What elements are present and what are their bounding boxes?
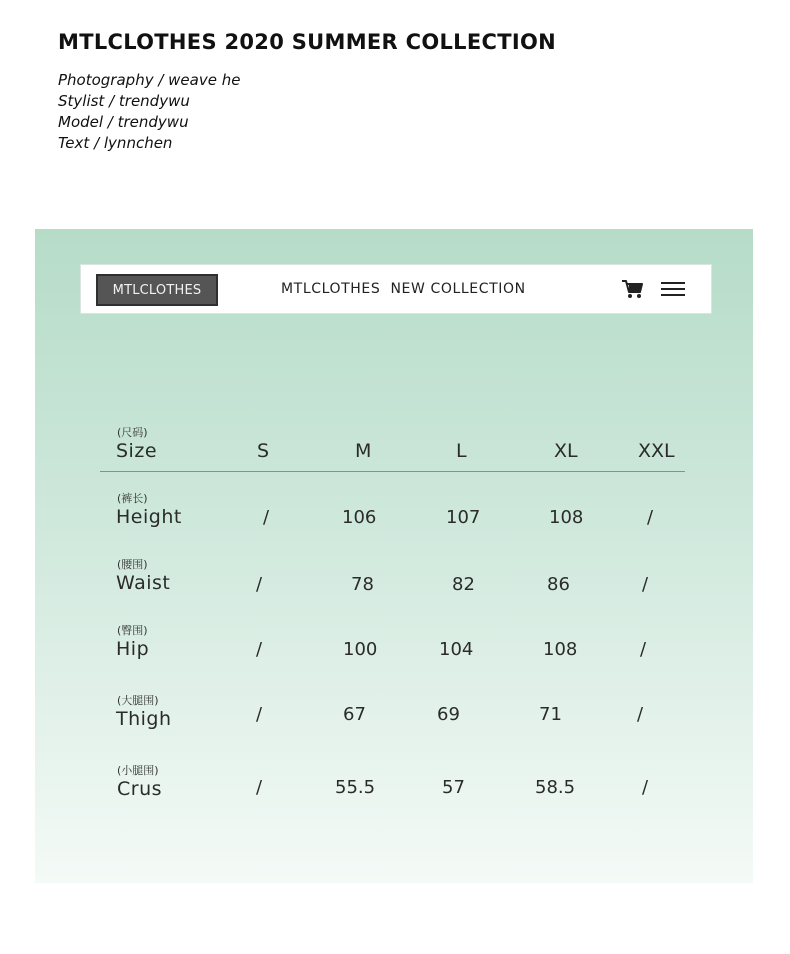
size-xxl: XXL: [638, 440, 675, 462]
size-table: [35, 229, 753, 883]
value-cell: 57: [442, 777, 465, 798]
row-label-cn: (大腿围): [117, 694, 159, 707]
value-cell: 108: [543, 639, 578, 660]
logo-text: MTLCLOTHES: [112, 282, 202, 298]
value-cell: /: [256, 574, 263, 595]
header-divider: [100, 471, 685, 472]
value-cell: /: [263, 507, 270, 528]
value-cell: /: [642, 574, 649, 595]
page-title: MTLCLOTHES 2020 SUMMER COLLECTION: [58, 30, 556, 54]
value-cell: /: [256, 639, 263, 660]
nav-title: MTLCLOTHES NEW COLLECTION: [281, 281, 526, 297]
value-cell: 104: [439, 639, 474, 660]
value-cell: /: [647, 507, 654, 528]
value-cell: /: [637, 704, 644, 725]
value-cell: /: [256, 777, 263, 798]
value-cell: 55.5: [335, 777, 376, 798]
value-cell: 107: [446, 507, 481, 528]
size-chart-panel: [35, 229, 753, 883]
size-s: S: [257, 440, 270, 462]
size-l: L: [456, 440, 467, 462]
row-label: Waist: [116, 572, 171, 594]
credit-text: Text / lynnchen: [58, 134, 173, 152]
credit-photography: Photography / weave he: [58, 71, 241, 89]
row-label: Crus: [117, 778, 163, 800]
row-label: Thigh: [116, 708, 172, 730]
value-cell: 58.5: [535, 777, 576, 798]
row-label-cn: (腰围): [117, 558, 148, 571]
value-cell: 71: [539, 704, 562, 725]
value-cell: /: [642, 777, 649, 798]
value-cell: 86: [547, 574, 570, 595]
value-cell: 100: [343, 639, 378, 660]
size-label: Size: [116, 440, 158, 462]
row-label-cn: (小腿围): [117, 764, 159, 777]
value-cell: /: [640, 639, 647, 660]
value-cell: 106: [342, 507, 377, 528]
value-cell: 69: [437, 704, 460, 725]
value-cell: 108: [549, 507, 584, 528]
credit-stylist: Stylist / trendywu: [58, 92, 190, 110]
row-label: Hip: [116, 638, 150, 660]
credit-model: Model / trendywu: [58, 113, 189, 131]
value-cell: 78: [351, 574, 374, 595]
size-m: M: [355, 440, 372, 462]
size-xl: XL: [554, 440, 578, 462]
size-label-cn: (尺码): [117, 426, 148, 439]
value-cell: 82: [452, 574, 475, 595]
value-cell: /: [256, 704, 263, 725]
row-label-cn: (裤长): [117, 492, 148, 505]
value-cell: 67: [343, 704, 366, 725]
row-label-cn: (臀围): [117, 624, 148, 637]
row-label: Height: [116, 506, 182, 528]
credits: [58, 70, 240, 154]
